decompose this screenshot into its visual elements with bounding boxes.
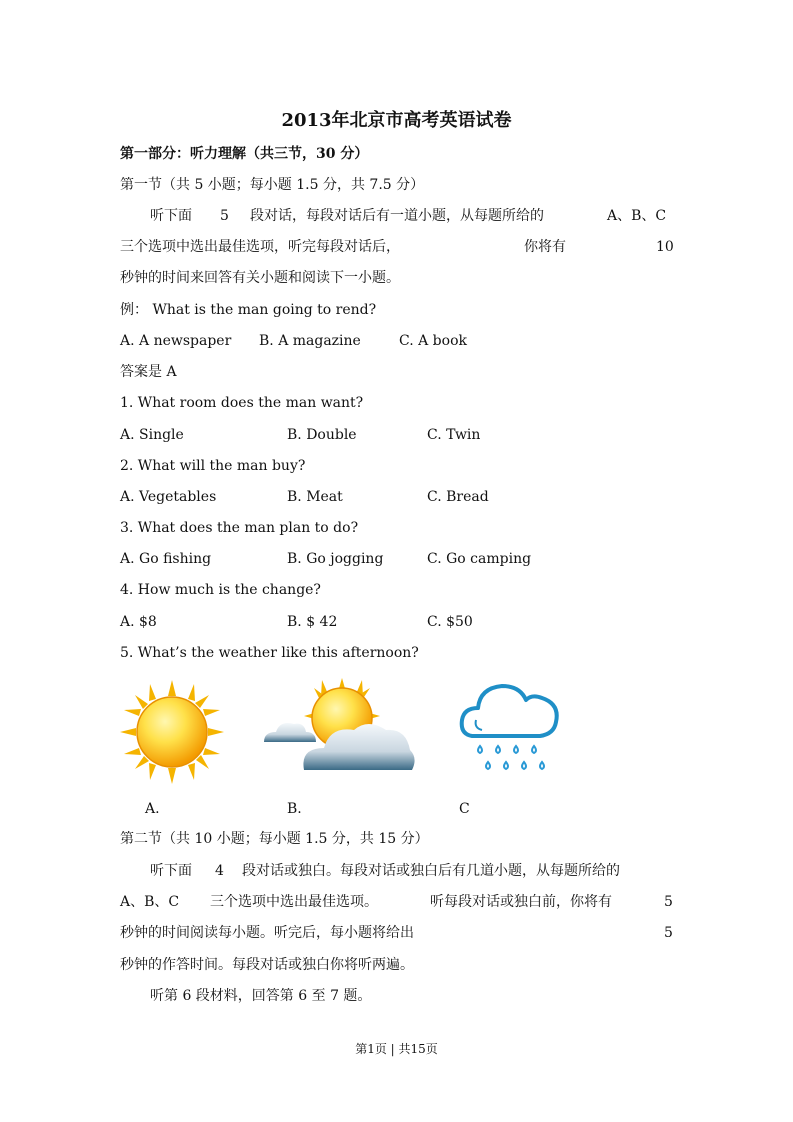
instruction-text: 三个选项中选出最佳选项。	[210, 894, 378, 910]
question-1: 1. What room does the man want?	[120, 395, 364, 411]
example-option-c: C. A book	[399, 333, 467, 349]
instruction-text: 你将有	[524, 239, 566, 255]
question-5: 5. What’s the weather like this afternoon?	[120, 645, 419, 661]
instruction-number: 4	[215, 863, 224, 879]
instruction-text: A、B、C	[120, 894, 180, 910]
question-3: 3. What does the man plan to do?	[120, 520, 359, 536]
sun-cloud-icon	[258, 676, 416, 776]
instruction-text: 听第 6 段材料，回答第 6 至 7 题。	[150, 988, 372, 1004]
question-4: 4. How much is the change?	[120, 582, 321, 598]
q3-option-c: C. Go camping	[427, 551, 532, 567]
q2-option-b: B. Meat	[287, 489, 343, 505]
instruction-text: 段对话，每段对话后有一道小题，从每题所给的	[250, 208, 544, 224]
rain-cloud-icon	[458, 678, 566, 778]
example-option-a: A. A newspaper	[120, 333, 232, 349]
q2-option-c: C. Bread	[427, 489, 489, 505]
question-2: 2. What will the man buy?	[120, 458, 306, 474]
instruction-text: A、B、C	[607, 208, 667, 224]
page-footer: 第1页 | 共15页	[355, 1042, 438, 1056]
q2-option-a: A. Vegetables	[120, 489, 217, 505]
q4-option-c: C. $50	[427, 614, 473, 630]
q4-option-b: B. $ 42	[287, 614, 338, 630]
instruction-text: 秒钟的作答时间。每段对话或独白你将听两遍。	[120, 957, 414, 973]
q5-option-a: A.	[145, 801, 160, 817]
example-question: 例： What is the man going to rend?	[120, 302, 377, 318]
instruction-text: 段对话或独白。每段对话或独白后有几道小题，从每题所给的	[242, 863, 620, 879]
q5-option-c: C	[459, 801, 470, 817]
instruction-number: 5	[664, 894, 673, 910]
instruction-text: 秒钟的时间阅读每小题。听完后，每小题将给出	[120, 925, 414, 941]
section2-heading: 第二节（共 10 小题；每小题 1.5 分，共 15 分）	[120, 831, 429, 847]
instruction-number: 5	[664, 925, 673, 941]
example-option-b: B. A magazine	[259, 333, 361, 349]
instruction-number: 5	[220, 208, 229, 224]
q4-option-a: A. $8	[120, 614, 157, 630]
part1-heading: 第一部分：听力理解（共三节，30 分）	[120, 146, 369, 162]
example-answer: 答案是 A	[120, 364, 177, 380]
q1-option-b: B. Double	[287, 427, 357, 443]
instruction-text: 秒钟的时间来回答有关小题和阅读下一小题。	[120, 270, 400, 286]
instruction-text: 听下面	[150, 863, 192, 879]
q3-option-b: B. Go jogging	[287, 551, 384, 567]
instruction-text: 听每段对话或独白前，你将有	[430, 894, 612, 910]
instruction-text: 三个选项中选出最佳选项，听完每段对话后，	[120, 239, 400, 255]
sun-icon	[118, 678, 226, 786]
q1-option-a: A. Single	[120, 427, 184, 443]
q1-option-c: C. Twin	[427, 427, 481, 443]
instruction-number: 10	[656, 239, 674, 255]
instruction-text: 听下面	[150, 208, 192, 224]
q3-option-a: A. Go fishing	[120, 551, 212, 567]
page-title: 2013年北京市高考英语试卷	[281, 110, 512, 131]
q5-option-b: B.	[287, 801, 302, 817]
section1-heading: 第一节（共 5 小题；每小题 1.5 分，共 7.5 分）	[120, 177, 425, 193]
